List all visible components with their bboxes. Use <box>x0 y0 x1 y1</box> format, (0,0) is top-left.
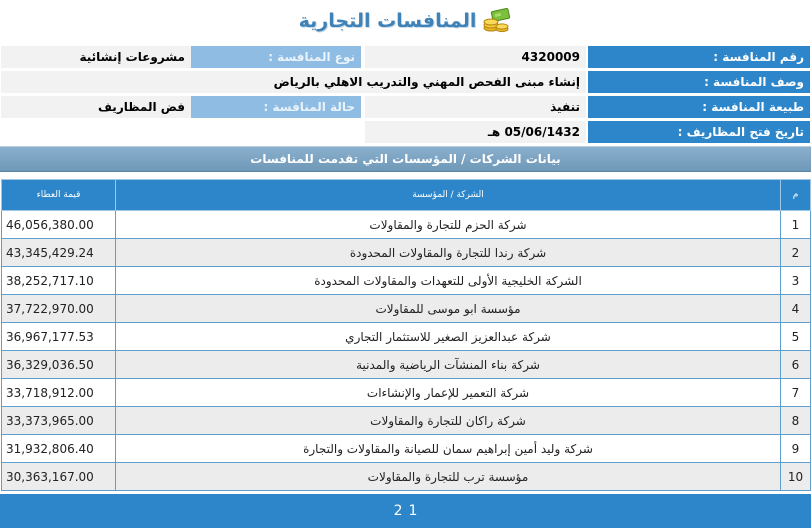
type-label: نوع المنافسة : <box>191 46 361 68</box>
row-company: شركة وليد أمين إبراهيم سمان للصيانة والمقاولات والتجارة <box>116 435 781 463</box>
description-label: وصف المنافسة : <box>588 71 810 93</box>
row-amount: 43,345,429.24 <box>2 239 116 267</box>
table-row <box>2 463 811 491</box>
row-company: شركة التعمير للإعمار والإنشاءات <box>116 379 781 407</box>
row-company: مؤسسة ترب للتجارة والمقاولات <box>116 463 781 491</box>
nature-label: طبيعة المنافسة : <box>588 96 810 118</box>
status-value: فض المظاريف <box>1 96 191 118</box>
row-num: 5 <box>781 323 811 351</box>
info-row-description <box>1 71 810 93</box>
row-company: شركة عبدالعزيز الصغير للاستثمار التجاري <box>116 323 781 351</box>
bids-table <box>1 179 811 491</box>
nature-value: تنفيذ <box>365 96 586 118</box>
description-value: إنشاء مبنى الفحص المهني والتدريب الاهلي بالرياض <box>1 71 586 93</box>
page-header <box>0 0 811 42</box>
table-row <box>2 239 811 267</box>
number-value: 4320009 <box>365 46 586 68</box>
header-amount: قيمة العطاء <box>2 180 116 211</box>
table-row <box>2 407 811 435</box>
row-company: شركة الحزم للتجارة والمقاولات <box>116 211 781 239</box>
table-row <box>2 351 811 379</box>
row-amount: 33,718,912.00 <box>2 379 116 407</box>
header-company: الشركة / المؤسسة <box>116 180 781 211</box>
table-row <box>2 211 811 239</box>
page-link-2[interactable]: 2 <box>393 503 403 519</box>
page-title: المنافسات التجارية <box>298 10 477 32</box>
row-company: شركة راكان للتجارة والمقاولات <box>116 407 781 435</box>
info-row-opening-date <box>1 121 810 143</box>
row-num: 4 <box>781 295 811 323</box>
row-amount: 30,363,167.00 <box>2 463 116 491</box>
row-company: مؤسسة ابو موسى للمقاولات <box>116 295 781 323</box>
table-row <box>2 435 811 463</box>
row-num: 1 <box>781 211 811 239</box>
row-amount: 33,373,965.00 <box>2 407 116 435</box>
opening-date-value: 05/06/1432 هـ <box>365 121 586 143</box>
row-company: شركة رندا للتجارة والمقاولات المحدودة <box>116 239 781 267</box>
header-num: م <box>781 180 811 211</box>
row-amount: 36,967,177.53 <box>2 323 116 351</box>
row-num: 3 <box>781 267 811 295</box>
row-amount: 31,932,806.40 <box>2 435 116 463</box>
table-header-row <box>2 180 811 211</box>
table-row <box>2 379 811 407</box>
info-row-nature-status <box>1 96 810 118</box>
table-row <box>2 323 811 351</box>
bidders-section-title: بيانات الشركات / المؤسسات التي تقدمت للمنافسات <box>0 146 811 172</box>
row-num: 7 <box>781 379 811 407</box>
coins-icon <box>482 8 512 34</box>
opening-date-label: تاريخ فتح المظاريف : <box>588 121 810 143</box>
pagination <box>0 494 811 528</box>
row-num: 10 <box>781 463 811 491</box>
row-num: 8 <box>781 407 811 435</box>
row-amount: 46,056,380.00 <box>2 211 116 239</box>
row-num: 2 <box>781 239 811 267</box>
row-company: شركة بناء المنشآت الرياضية والمدنية <box>116 351 781 379</box>
type-value: مشروعات إنشائية <box>1 46 191 68</box>
page-link-1[interactable]: 1 <box>408 503 418 519</box>
status-label: حالة المنافسة : <box>191 96 361 118</box>
table-row <box>2 295 811 323</box>
table-row <box>2 267 811 295</box>
row-amount: 38,252,717.10 <box>2 267 116 295</box>
row-num: 6 <box>781 351 811 379</box>
row-company: الشركة الخليجية الأولى للتعهدات والمقاولات المحدودة <box>116 267 781 295</box>
row-amount: 36,329,036.50 <box>2 351 116 379</box>
number-label: رقم المنافسة : <box>588 46 810 68</box>
info-row-number-type <box>1 46 810 68</box>
row-num: 9 <box>781 435 811 463</box>
row-amount: 37,722,970.00 <box>2 295 116 323</box>
